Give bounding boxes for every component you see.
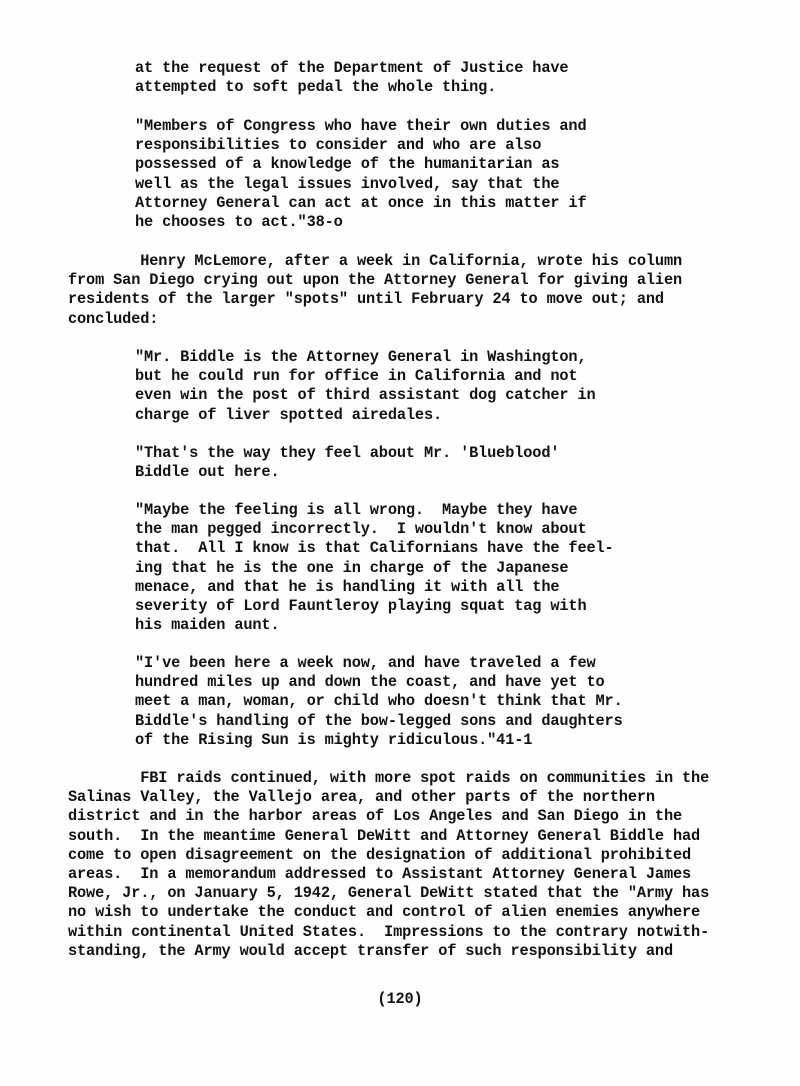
quote-week-in-california: "I've been here a week now, and have traveled a few hundred miles up and down the coast, and have yet to meet a man, woman, or child who doesn't think that Mr. Biddle's handling of the bow-legged sons and daughters of the Rising Sun is mighty ridiculous."41-1 xyxy=(135,654,623,749)
quote-blueblood-biddle: "That's the way they feel about Mr. 'Blueblood' Biddle out here. xyxy=(135,444,560,482)
quote-members-of-congress: "Members of Congress who have their own duties and responsibilities to consider and who are also possessed of a knowledge of the humanitarian as well as the legal issues involved, say that the Attorney General can act at once in this matter if he chooses to act."38-o xyxy=(135,117,587,232)
quote-biddle-attorney-general: "Mr. Biddle is the Attorney General in Washington, but he could run for office in California and not even win the post of third assistant dog catcher in charge of liver spotted airedales. xyxy=(135,348,596,424)
quote-feeling-wrong: "Maybe the feeling is all wrong. Maybe they have the man pegged incorrectly. I wouldn't know about that. All I know is that Californians have the feel- ing that he is the one in charge of the Japanese menace, and that he is handling it with all the severity of Lord Fauntleroy playing squat tag with his maiden aunt. xyxy=(135,501,614,635)
paragraph-fbi-raids: FBI raids continued, with more spot raids on communities in the Salinas Valley, the Vallejo area, and other parts of the northern district and in the harbor areas of Los Angeles and San Diego in the south. In the meantime General DeWitt and Attorney General Biddle had come to open disagreement on the designation of additional prohibited areas. In a memorandum addressed to Assistant Attorney General James Rowe, Jr., on January 5, 1942, General DeWitt stated that the "Army has no wish to undertake the conduct and control of alien enemies anywhere within continental United States. Impressions to the contrary notwith- standing, the Army would accept transfer of such responsibility and xyxy=(68,769,710,960)
quote-fragment-justice: at the request of the Department of Justice have attempted to soft pedal the whole thing. xyxy=(135,59,569,97)
paragraph-mclemore: Henry McLemore, after a week in California, wrote his column from San Diego crying out upon the Attorney General for giving alien residents of the larger "spots" until February 24 to move out; and concluded: xyxy=(68,252,683,328)
page-number: (120) xyxy=(377,990,423,1008)
